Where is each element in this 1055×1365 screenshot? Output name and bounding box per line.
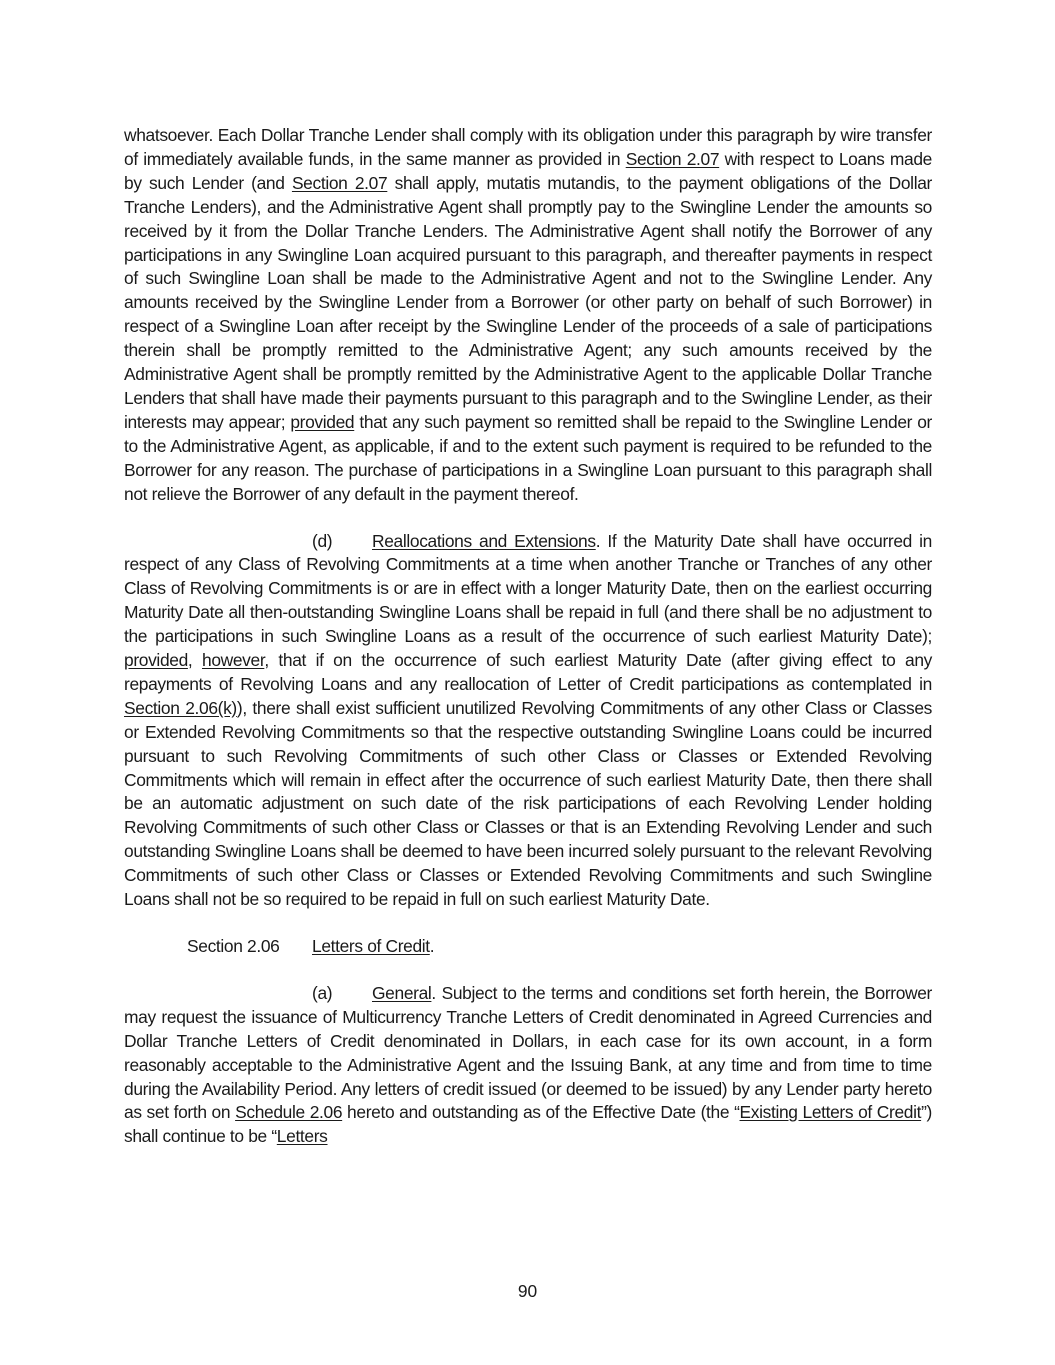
text-run: hereto and outstanding as of the Effective Date (the “	[342, 1102, 740, 1123]
schedule-2-06-reference: Schedule 2.06	[235, 1102, 343, 1123]
document-page	[124, 124, 932, 1149]
section-2-06k-reference: Section 2.06(k)	[124, 697, 237, 718]
text-run: ”) shall continue to be “	[124, 1102, 932, 1147]
text-run: that any such payment so remitted shall be repaid to the Swingline Lender or to the Administrative Agent, as applicable, if and to the extent such payment is required to be refunded to the Borrower for any reason. The purchase of participations in a Swingline Loan pursuant to this paragraph shall not relieve the Borrower of any default in the payment thereof.	[124, 411, 932, 504]
text-run: .	[429, 936, 435, 956]
however-term: however	[202, 650, 265, 671]
paragraph-marker: (d)	[312, 530, 333, 551]
paragraph-heading: Reallocations and Extensions	[372, 530, 596, 551]
paragraph-heading: General	[372, 982, 432, 1003]
paragraph-gap	[124, 912, 932, 935]
section-title: Letters of Credit	[312, 936, 430, 956]
provided-term: provided	[290, 411, 355, 432]
paragraph-c-continuation	[124, 124, 932, 507]
section-number: Section 2.06	[187, 936, 280, 956]
text-run: . Subject to the terms and conditions set forth herein, the Borrower may request the issuance of Multicurrency Tranche Letters of Credit denominated in Agreed Currencies and Dollar Tranche Letters of Credit denominated in Dollars, in each case for its own account, in a form reasonably acceptable to the Administrative Agent and the Issuing Bank, at any time and from time to time during the Availability Period. Any letters of credit issued (or deemed to be issued) by any Lender party hereto as set forth on	[124, 982, 932, 1123]
text-run: whatsoever. Each Dollar Tranche Lender shall comply with its obligation under this paragraph by wire transfer of immediately available funds, in the same manner as provided in	[124, 125, 932, 169]
text-run: ), there shall exist sufficient unutilized Revolving Commitments of any other Class or Classes or Extended Revolving Commitments so that the respective outstanding Swingline Loans could be incurred pursuant to such Revolving Commitments of such other Class or Classes or Extended Revolving Commitments which will remain in effect after the occurrence of such earliest Maturity Date, then there shall be an automatic adjustment on such date of the risk participations of each Revolving Lender holding Revolving Commitments of such other Class or Classes or that is an Extending Revolving Lender and such outstanding Swingline Loans shall be deemed to have been incurred solely pursuant to the relevant Revolving Commitments of such other Class or Classes or Extended Revolving Commitments and such Swingline Loans shall not be so required to be repaid in full on such earliest Maturity Date.	[124, 697, 932, 910]
section-2-07-reference: Section 2.07	[625, 148, 720, 169]
paragraph-a	[124, 982, 932, 1149]
section-heading	[124, 935, 932, 959]
paragraph-gap	[124, 959, 932, 982]
text-run: ,	[187, 650, 202, 671]
paragraph-marker: (a)	[312, 982, 333, 1003]
text-run: . If the Maturity Date shall have occurred in respect of any Class of Revolving Commitments at a time when another Tranche or Tranches of any other Class of Revolving Commitments is or are in effect with a longer Maturity Date, then on the earliest occurring Maturity Date all then-outstanding Swingline Loans shall be repaid in full (and there shall be no adjustment to the participations in such Swingline Loans as a result of the occurrence of such earliest Maturity Date);	[124, 530, 932, 647]
provided-term: provided	[124, 650, 188, 671]
paragraph-d	[124, 530, 932, 913]
defined-term: Existing Letters of Credit	[739, 1102, 922, 1123]
text-run: with respect to Loans made by such Lender (and	[124, 148, 932, 193]
defined-term-continued: Letters	[276, 1126, 328, 1147]
text-run: shall apply, mutatis mutandis, to the payment obligations of the Dollar Tranche Lenders), and the Administrative Agent shall promptly pay to the Swingline Lender the amounts so received by it from the Dollar Tranche Lenders. The Administrative Agent shall notify the Borrower of any participations in any Swingline Loan acquired pursuant to this paragraph, and thereafter payments in respect of such Swingline Loan shall be made to the Administrative Agent and not to the Swingline Lender. Any amounts received by the Swingline Lender from a Borrower (or other party on behalf of such Borrower) in respect of a Swingline Loan after receipt by the Swingline Lender of the proceeds of a sale of participations therein shall be promptly remitted to the Administrative Agent; any such amounts received by the Administrative Agent shall be promptly remitted by the Administrative Agent to the applicable Dollar Tranche Lenders that shall have made their payments pursuant to this paragraph and to the Swingline Lender, as their interests may appear;	[124, 172, 932, 432]
text-run: , that if on the occurrence of such earliest Maturity Date (after giving effect to any repayments of Revolving Loans and any reallocation of Letter of Credit participations as contemplated in	[124, 650, 933, 694]
paragraph-gap	[124, 507, 932, 530]
page-number: 90	[517, 1281, 538, 1301]
section-2-07-reference: Section 2.07	[291, 172, 388, 193]
